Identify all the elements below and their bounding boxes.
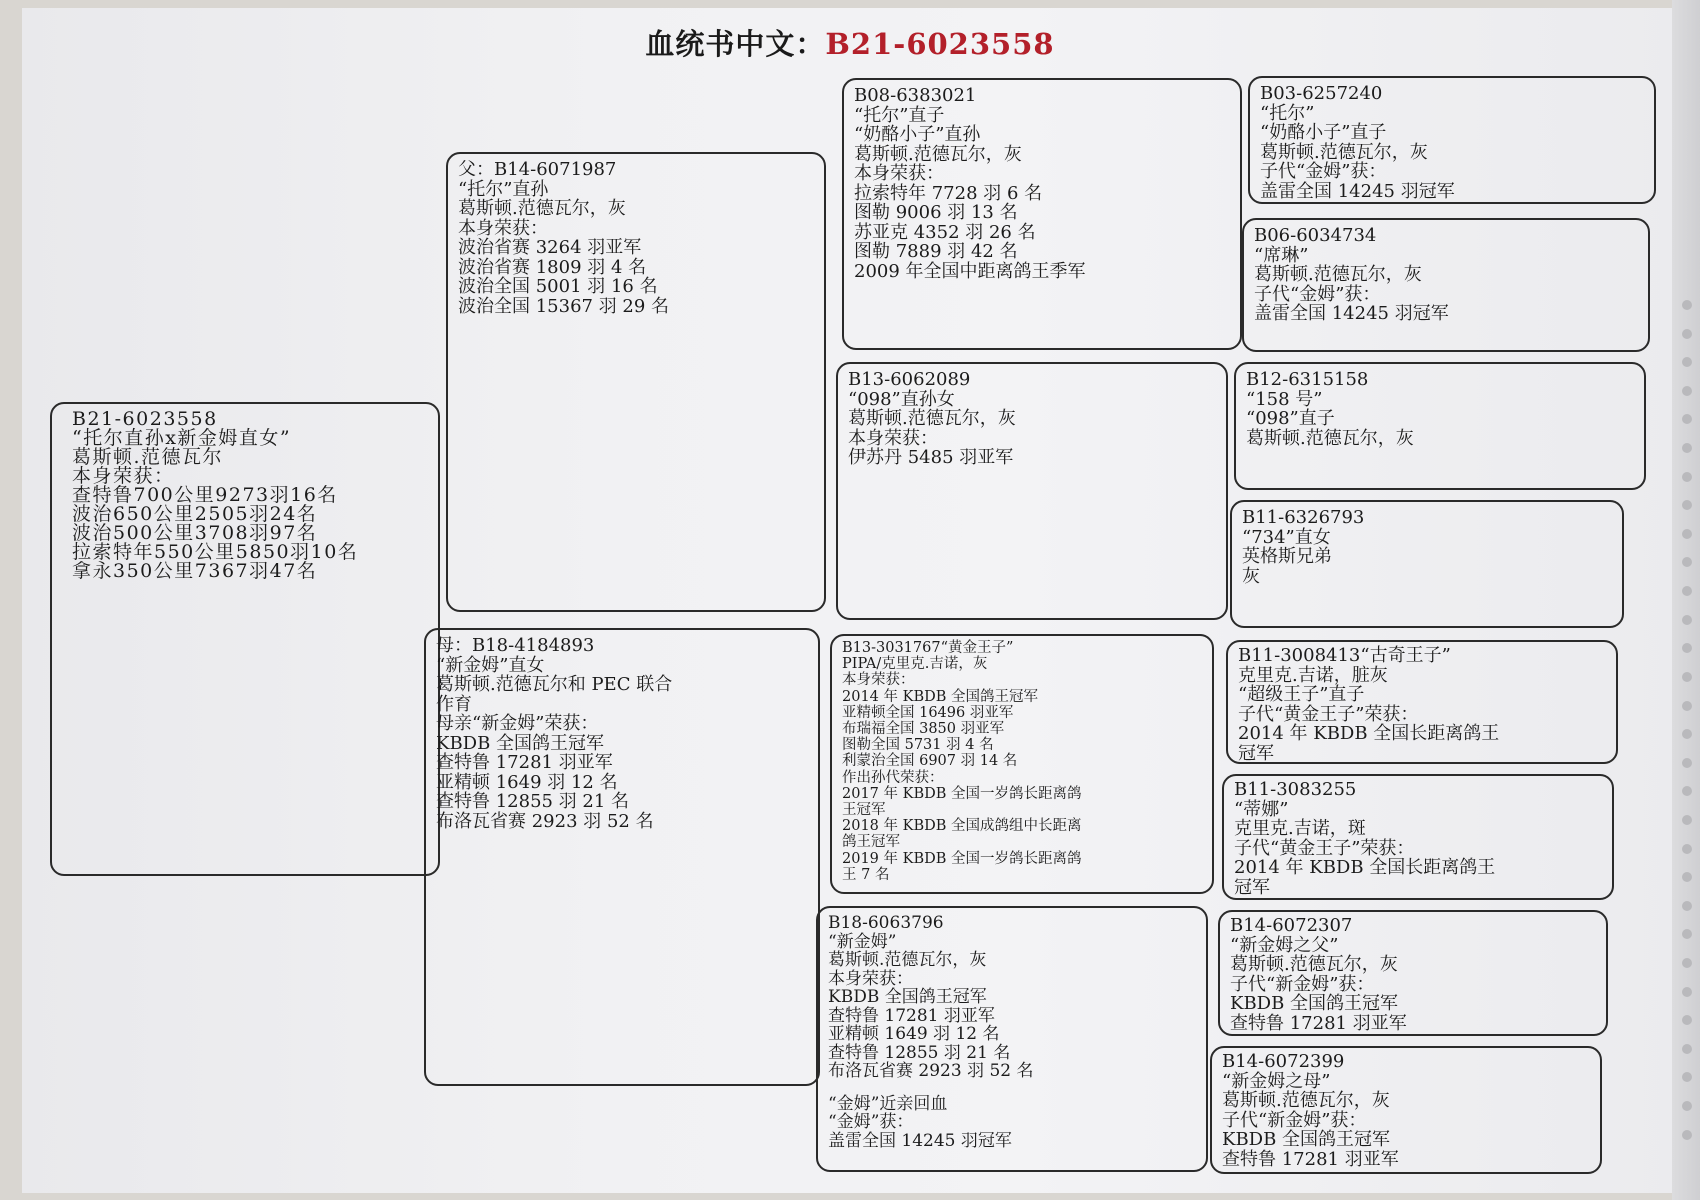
dam-sire-box (830, 634, 1214, 894)
dam-line: 母：B18-4184893 (436, 635, 595, 656)
sire-line: 波治全国 15367 羽 29 名 (458, 295, 670, 317)
sire-sire-line: 葛斯顿.范德瓦尔，灰 (854, 143, 1022, 165)
dam-sire-line: PIPA/克里克.吉诺，灰 (842, 656, 988, 673)
ggp-line: “席琳” (1254, 244, 1309, 266)
sire-sire-line: 本身荣获： (854, 163, 944, 184)
dam-dam-line: 葛斯顿.范德瓦尔，灰 (828, 950, 987, 970)
dam-sire-line: B13-3031767“黄金王子” (842, 640, 1014, 656)
ggp-line: 子代“黄金王子”荣获： (1238, 703, 1419, 725)
ggp-line: 葛斯顿.范德瓦尔，灰 (1230, 954, 1398, 975)
dam-dam-box (816, 906, 1208, 1172)
sire-box (446, 152, 826, 612)
dam-sire-line: 布瑞福全国 3850 羽亚军 (842, 721, 1005, 738)
ggp-line: 子代“新金姆”获： (1222, 1109, 1367, 1131)
sire-dam-line: “098”直孙女 (848, 388, 955, 410)
ggp-line: “奶酪小子”直子 (1260, 122, 1387, 143)
sire-line: 波治省赛 3264 羽亚军 (458, 237, 642, 258)
ggp-line: “158 号” (1246, 388, 1323, 410)
ggp-line: KBDB 全国鸽王冠军 (1230, 993, 1399, 1014)
ggp-line: B11-3083255 (1234, 779, 1357, 800)
dam-line: KBDB 全国鸽王冠军 (436, 732, 605, 754)
sire-line: 本身荣获： (458, 217, 548, 239)
dam-dam-note: “金姆”近亲回血 (828, 1093, 948, 1114)
binder-edge (1672, 0, 1700, 1200)
dam-dam-line: 本身荣获： (828, 968, 913, 989)
ggp-line: 葛斯顿.范德瓦尔，灰 (1260, 141, 1428, 163)
sire-sire-line: 图勒 7889 羽 42 名 (854, 241, 1018, 262)
ggp-line: “新金姆之母” (1222, 1070, 1331, 1092)
ggp-box-1 (1248, 76, 1656, 204)
ggp-line: B11-3008413“古奇王子” (1238, 645, 1451, 666)
dam-line: “新金姆”直女 (436, 654, 545, 676)
ggp-line: 子代“新金姆”获： (1230, 973, 1375, 995)
sire-dam-line: 伊苏丹 5485 羽亚军 (848, 447, 1014, 468)
dam-dam-note: 盖雷全国 14245 羽冠军 (828, 1130, 1012, 1151)
dam-sire-line: 本身荣获： (842, 672, 915, 689)
subject-line: 拿永350公里7367羽47名 (72, 560, 318, 582)
dam-dam-line: “新金姆” (828, 931, 897, 952)
dam-dam-line: 查特鲁 12855 羽 21 名 (828, 1042, 1011, 1063)
dam-sire-line: 2018 年 KBDB 全国成鸽组中长距离 (842, 818, 1082, 835)
subject-line: 波治650公里2505羽24名 (72, 503, 318, 525)
dam-dam-line: 布洛瓦省赛 2923 羽 52 名 (828, 1061, 1034, 1081)
sire-sire-line: “奶酪小子”直孙 (854, 124, 981, 145)
sire-line: 波治全国 5001 羽 16 名 (458, 276, 658, 297)
ggp-line: “新金姆之父” (1230, 934, 1339, 956)
sire-sire-line: 2009 年全国中距离鸽王季军 (854, 260, 1086, 282)
dam-sire-line: 王冠军 (842, 802, 886, 819)
dam-line: 亚精顿 1649 羽 12 名 (436, 771, 618, 793)
ggp-line: “托尔” (1260, 102, 1315, 124)
ggp-box-7 (1218, 910, 1608, 1036)
ggp-line: 克里克.吉诺，斑 (1234, 818, 1366, 839)
subject-line: 拉索特年550公里5850羽10名 (72, 541, 359, 563)
subject-line: B21-6023558 (72, 408, 218, 430)
dam-line: 布洛瓦省赛 2923 羽 52 名 (436, 810, 654, 832)
dam-line: 母亲“新金姆”荣获： (436, 713, 599, 734)
sire-sire-line: B08-6383021 (854, 85, 977, 106)
ggp-line: 子代“黄金王子”荣获： (1234, 837, 1415, 859)
ggp-line: “734”直女 (1242, 526, 1331, 548)
ggp-line: 葛斯顿.范德瓦尔，灰 (1222, 1090, 1390, 1111)
subject-box (50, 402, 440, 876)
ggp-line: “蒂娜” (1234, 798, 1289, 820)
ggp-line: B11-6326793 (1242, 507, 1365, 528)
dam-dam-line: B18-6063796 (828, 913, 944, 933)
ggp-line: B06-6034734 (1254, 225, 1377, 246)
ggp-box-8 (1210, 1046, 1602, 1174)
dam-line: 作育 (436, 693, 472, 715)
ggp-line: 灰 (1242, 565, 1260, 587)
subject-line: 查特鲁700公里9273羽16名 (72, 484, 338, 506)
dam-sire-line: 鸽王冠军 (842, 834, 900, 851)
dam-line: 葛斯顿.范德瓦尔和 PEC 联合 (436, 674, 673, 695)
ggp-line: 子代“金姆”获： (1260, 161, 1387, 182)
sire-sire-line: 图勒 9006 羽 13 名 (854, 202, 1018, 223)
dam-sire-line: 2017 年 KBDB 全国一岁鸽长距离鸽 (842, 785, 1082, 802)
ggp-line: “超级王子”直子 (1238, 684, 1365, 705)
subject-line: “托尔直孙x新金姆直女” (72, 427, 292, 449)
dam-dam-note: “金姆”获： (828, 1112, 914, 1132)
ggp-line: 英格斯兄弟 (1242, 546, 1332, 567)
dam-dam-line: 亚精顿 1649 羽 12 名 (828, 1024, 1000, 1044)
dam-sire-line: 亚精顿全国 16496 羽亚军 (842, 704, 1014, 721)
subject-line: 波治500公里3708羽97名 (72, 522, 318, 544)
ggp-line: 葛斯顿.范德瓦尔，灰 (1254, 264, 1422, 285)
sire-line: “托尔”直孙 (458, 178, 549, 200)
ggp-line: B12-6315158 (1246, 369, 1369, 390)
ggp-line: 2014 年 KBDB 全国长距离鸽王 (1238, 723, 1500, 744)
dam-sire-line: 王 7 名 (842, 866, 890, 883)
dam-sire-line: 2019 年 KBDB 全国一岁鸽长距离鸽 (842, 850, 1082, 867)
ggp-line: “098”直子 (1246, 408, 1335, 429)
ggp-line: 冠军 (1234, 876, 1270, 898)
ggp-box-3 (1234, 362, 1646, 490)
dam-line: 查特鲁 12855 羽 21 名 (436, 791, 630, 812)
ggp-line: 查特鲁 17281 羽亚军 (1222, 1148, 1399, 1170)
dam-dam-line: KBDB 全国鸽王冠军 (828, 987, 987, 1007)
ggp-line: 查特鲁 17281 羽亚军 (1230, 1012, 1407, 1034)
ggp-box-2 (1242, 218, 1650, 352)
sire-dam-line: B13-6062089 (848, 369, 971, 390)
sire-line: 父：B14-6071987 (458, 159, 617, 180)
dam-sire-line: 利蒙治全国 6907 羽 14 名 (842, 753, 1018, 770)
ggp-box-6 (1222, 774, 1614, 900)
ggp-line: 冠军 (1238, 742, 1274, 764)
dam-sire-line: 2014 年 KBDB 全国鸽王冠军 (842, 688, 1038, 705)
sire-sire-line: “托尔”直子 (854, 104, 945, 126)
ggp-box-4 (1230, 500, 1624, 628)
ggp-line: B14-6072307 (1230, 915, 1353, 936)
sire-dam-line: 葛斯顿.范德瓦尔，灰 (848, 408, 1016, 429)
dam-dam-line: 查特鲁 17281 羽亚军 (828, 1005, 995, 1026)
sire-dam-line: 本身荣获： (848, 427, 938, 449)
dam-sire-line: 作出孙代荣获： (842, 769, 944, 786)
sire-sire-line: 拉索特年 7728 羽 6 名 (854, 182, 1043, 204)
ggp-line: 子代“金姆”获： (1254, 283, 1381, 305)
ggp-line: 葛斯顿.范德瓦尔，灰 (1246, 427, 1414, 449)
dam-line: 查特鲁 17281 羽亚军 (436, 752, 613, 773)
dam-box (424, 628, 820, 1086)
sire-line: 葛斯顿.范德瓦尔，灰 (458, 198, 626, 219)
ggp-line: B14-6072399 (1222, 1051, 1345, 1072)
sire-sire-box (842, 78, 1242, 350)
ggp-line: 盖雷全国 14245 羽冠军 (1260, 180, 1455, 202)
sire-dam-box (836, 362, 1228, 620)
ggp-line: 2014 年 KBDB 全国长距离鸽王 (1234, 857, 1496, 878)
subject-line: 本身荣获： (72, 465, 175, 487)
ggp-line: KBDB 全国鸽王冠军 (1222, 1129, 1391, 1150)
binder-holes (1682, 300, 1696, 1140)
page-title (0, 22, 1700, 63)
dam-sire-line: 图勒全国 5731 羽 4 名 (842, 737, 994, 754)
title-label: 血统书中文： (645, 27, 826, 61)
title-pigeon-id: B21-6023558 (825, 27, 1055, 61)
ggp-line: 克里克.吉诺，脏灰 (1238, 664, 1388, 686)
ggp-box-5 (1226, 640, 1618, 764)
sire-line: 波治省赛 1809 羽 4 名 (458, 256, 647, 278)
sire-sire-line: 苏亚克 4352 羽 26 名 (854, 221, 1036, 243)
ggp-line: B03-6257240 (1260, 83, 1383, 104)
ggp-line: 盖雷全国 14245 羽冠军 (1254, 303, 1449, 324)
subject-line: 葛斯顿.范德瓦尔 (72, 446, 224, 468)
